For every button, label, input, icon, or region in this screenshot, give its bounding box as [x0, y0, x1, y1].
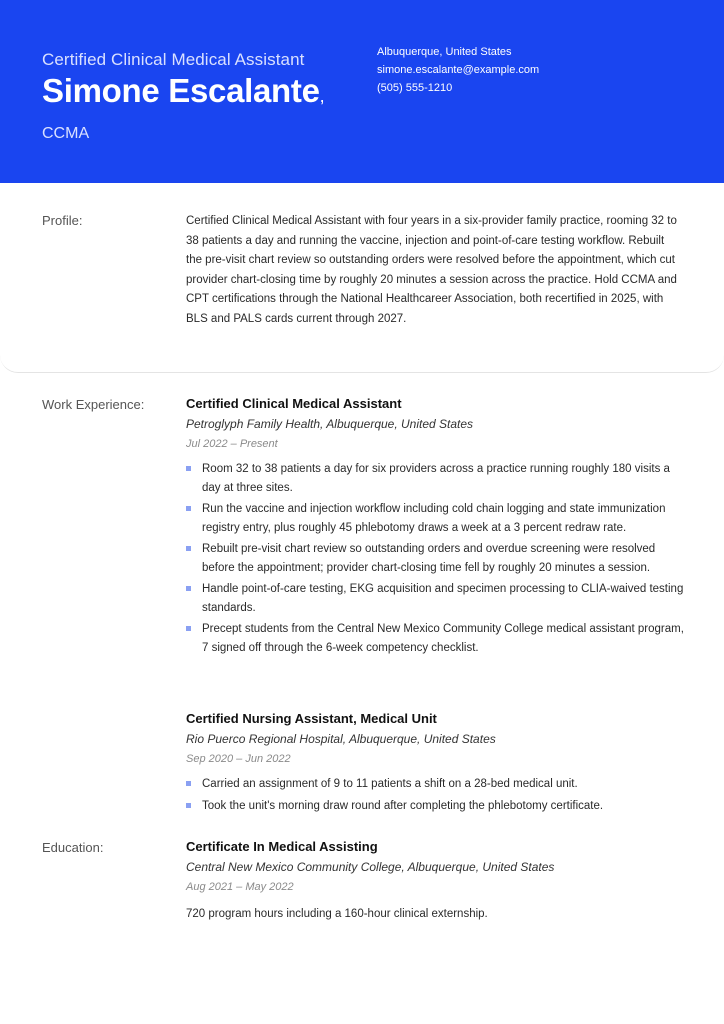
- bullet-text: Handle point-of-care testing, EKG acquisition and specimen processing to CLIA-waived testing standards.: [202, 583, 684, 614]
- job-org: Petroglyph Family Health, Albuquerque, United States: [186, 417, 474, 431]
- profile-label: Profile:: [42, 213, 83, 228]
- job-dates: Jul 2022 – Present: [186, 438, 278, 450]
- bullet-item: [186, 540, 686, 577]
- contact-block: [377, 43, 539, 97]
- resume-header: [0, 0, 724, 183]
- bullet-square-icon: [186, 466, 191, 471]
- credential: CCMA: [42, 125, 90, 142]
- bullet-item: [186, 775, 686, 794]
- name-comma: ,: [319, 86, 325, 106]
- bullet-text: Rebuilt pre-visit chart review so outstanding orders and overdue screening were resolved before the appointment; provider chart-closing time fell by roughly 20 minutes a session.: [202, 543, 656, 574]
- contact-location: Albuquerque, United States: [377, 46, 512, 58]
- job-dates: Sep 2020 – Jun 2022: [186, 753, 291, 765]
- bullet-text: Room 32 to 38 patients a day for six providers across a practice running roughly 180 visits a day at three sites.: [202, 463, 670, 494]
- job-entry: [186, 709, 686, 818]
- job-subtitle: Certified Clinical Medical Assistant: [42, 50, 305, 69]
- bullet-square-icon: [186, 546, 191, 551]
- contact-email[interactable]: simone.escalante@example.com: [377, 64, 540, 76]
- profile-text: Certified Clinical Medical Assistant with four years in a six-provider family practice, rooming 32 to 38 patients a day and running the vaccine, injection and point-of-care testing workflow. Rebuilt the pre-visit chart review so outstanding orders were resolved before the appointment, which cut provider chart-closing time by roughly 20 minutes a session across the practice. Hold CCMA and CPT certifications through the National Healthcareer Association, both recertified in 2025, with BLS and PALS cards current through 2027.: [186, 215, 677, 325]
- bullet-item: [186, 580, 686, 617]
- job-title: Certified Clinical Medical Assistant: [186, 396, 402, 411]
- contact-phone[interactable]: (505) 555-1210: [377, 82, 453, 94]
- bullet-item: [186, 500, 686, 537]
- education-label: Education:: [42, 840, 104, 855]
- candidate-name: [42, 72, 324, 110]
- experience-label: Work Experience:: [42, 397, 145, 412]
- bullet-square-icon: [186, 586, 191, 591]
- job-entry: [186, 394, 686, 660]
- bullet-square-icon: [186, 626, 191, 631]
- bullet-text: Carried an assignment of 9 to 11 patients a shift on a 28-bed medical unit.: [202, 778, 578, 790]
- bullet-text: Precept students from the Central New Mexico Community College medical assistant program, 7 signed off through the 6-week competency checklist.: [202, 623, 684, 654]
- education-title: Certificate In Medical Assisting: [186, 839, 378, 854]
- bullet-text: Run the vaccine and injection workflow including cold chain logging and state immunization registry entry, plus roughly 45 phlebotomy draws a week at a 3 percent redraw rate.: [202, 503, 666, 534]
- job-bullets: [186, 460, 686, 657]
- bullet-item: [186, 620, 686, 657]
- education-dates: Aug 2021 – May 2022: [186, 881, 294, 893]
- bullet-square-icon: [186, 506, 191, 511]
- bullet-item: [186, 460, 686, 497]
- job-org: Rio Puerco Regional Hospital, Albuquerque, United States: [186, 732, 496, 746]
- bullet-square-icon: [186, 803, 191, 808]
- job-title: Certified Nursing Assistant, Medical Unit: [186, 711, 437, 726]
- education-note: 720 program hours including a 160-hour clinical externship.: [186, 908, 488, 920]
- job-bullets: [186, 775, 686, 815]
- bullet-text: Took the unit's morning draw round after completing the phlebotomy certificate.: [202, 799, 604, 812]
- candidate-name-text: Simone Escalante: [42, 72, 320, 109]
- education-org: Central New Mexico Community College, Albuquerque, United States: [186, 860, 555, 874]
- bullet-item: [186, 797, 686, 816]
- education-entry: [186, 837, 686, 923]
- bullet-square-icon: [186, 781, 191, 786]
